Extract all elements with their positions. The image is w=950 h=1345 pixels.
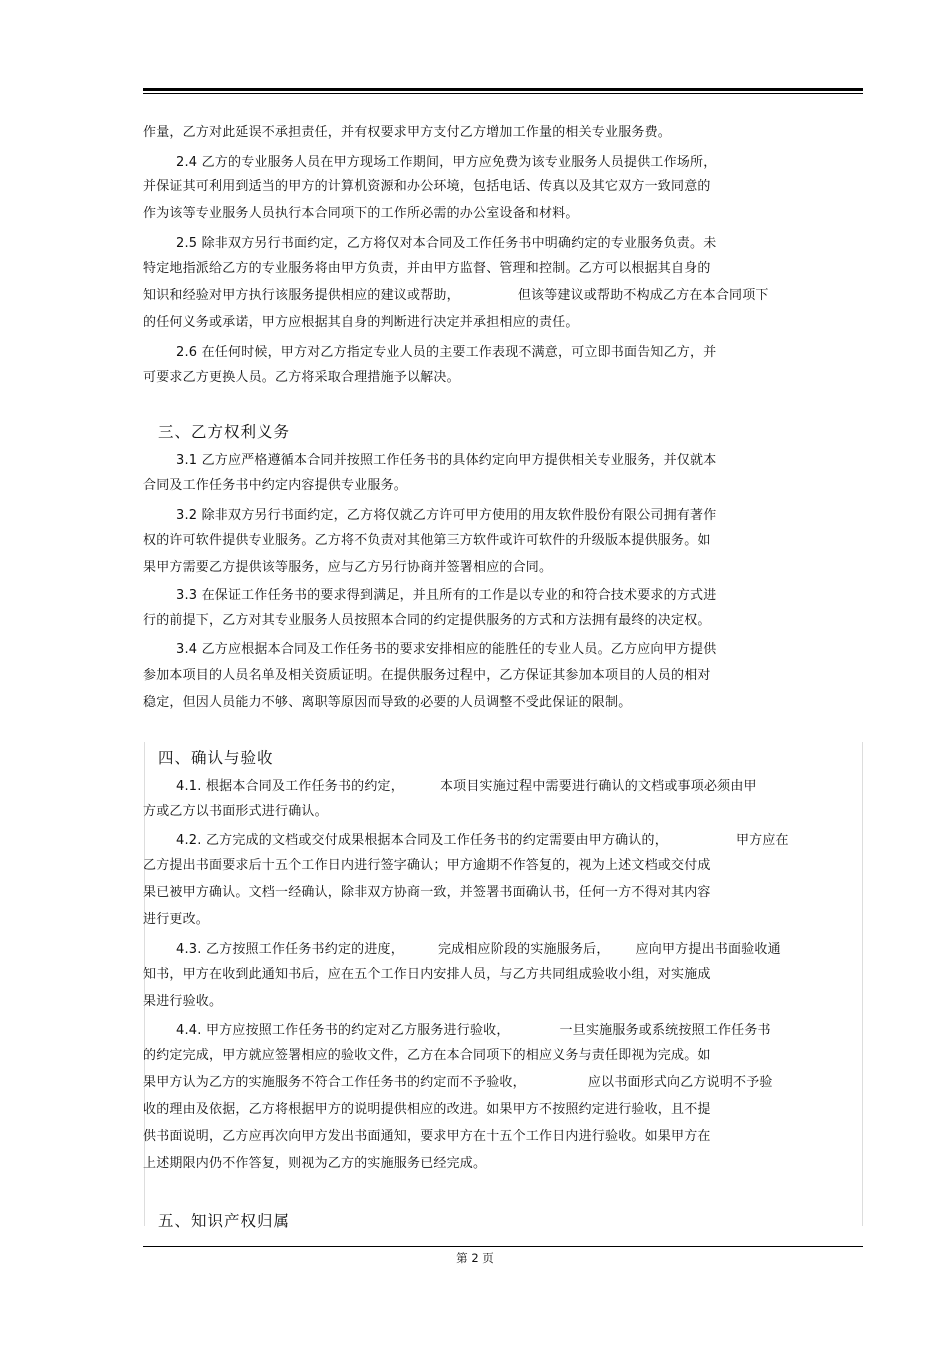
- paragraph-line: 收的理由及依据，乙方将根据甲方的说明提供相应的改进。如果甲方不按照约定进行验收，且不提: [143, 1102, 711, 1117]
- header-rule-thick: [143, 88, 863, 91]
- clause-3-4: 3.4 乙方应根据本合同及工作任务书的要求安排相应的能胜任的专业人员。乙方应向甲方提供: [176, 642, 717, 657]
- paragraph-line: 特定地指派给乙方的专业服务将由甲方负责，并由甲方监督、管理和控制。乙方可以根据其自身的: [143, 261, 711, 276]
- paragraph-line: 作为该等专业服务人员执行本合同项下的工作所必需的办公室设备和材料。: [143, 206, 579, 221]
- clause-3-2: 3.2 除非双方另行书面约定，乙方将仅就乙方许可甲方使用的用友软件股份有限公司拥有著作: [176, 508, 717, 523]
- clause-4-4: 4.4. 甲方应按照工作任务书的约定对乙方服务进行验收， 一旦实施服务或系统按照工作任务书: [176, 1023, 771, 1038]
- paragraph-line: 合同及工作任务书中约定内容提供专业服务。: [143, 478, 408, 493]
- clause-2-5: 2.5 除非双方另行书面约定，乙方将仅对本合同及工作任务书中明确约定的专业服务负责。未: [176, 236, 717, 251]
- paragraph-line: 方或乙方以书面形式进行确认。: [143, 804, 328, 819]
- section-heading-3: 三、乙方权利义务: [158, 423, 291, 441]
- clause-3-1: 3.1 乙方应严格遵循本合同并按照工作任务书的具体约定向甲方提供相关专业服务，并仅就本: [176, 453, 717, 468]
- paragraph-line: 果进行验收。: [143, 994, 223, 1009]
- paragraph-line: 并保证其可利用到适当的甲方的计算机资源和办公环境，包括电话、传真以及其它双方一致同意的: [143, 179, 711, 194]
- paragraph-line: 的任何义务或承诺，甲方应根据其自身的判断进行决定并承担相应的责任。: [143, 315, 579, 330]
- paragraph-line: 果甲方认为乙方的实施服务不符合工作任务书的约定而不予验收， 应以书面形式向乙方说明不予验: [143, 1075, 773, 1090]
- paragraph-line: 作量，乙方对此延误不承担责任，并有权要求甲方支付乙方增加工作量的相关专业服务费。: [143, 125, 672, 140]
- paragraph-line: 果已被甲方确认。文档一经确认，除非双方协商一致，并签署书面确认书，任何一方不得对其内容: [143, 885, 711, 900]
- paragraph-line: 知书，甲方在收到此通知书后，应在五个工作日内安排人员，与乙方共同组成验收小组，对实施成: [143, 967, 711, 982]
- paragraph-line: 上述期限内仍不作答复，则视为乙方的实施服务已经完成。: [143, 1156, 487, 1171]
- header-rule-thin: [143, 93, 863, 94]
- paragraph-line: 行的前提下，乙方对其专业服务人员按照本合同的约定提供服务的方式和方法拥有最终的决定权。: [143, 613, 711, 628]
- footer-rule: [143, 1246, 863, 1247]
- clause-4-2: 4.2. 乙方完成的文档或交付成果根据本合同及工作任务书的约定需要由甲方确认的， 甲方应在: [176, 833, 789, 848]
- clause-2-4: 2.4 乙方的专业服务人员在甲方现场工作期间，甲方应免费为该专业服务人员提供工作场所，: [176, 155, 717, 170]
- paragraph-line: 乙方提出书面要求后十五个工作日内进行签字确认；甲方逾期不作答复的，视为上述文档或交付成: [143, 858, 711, 873]
- paragraph-line: 进行更改。: [143, 912, 210, 927]
- section-heading-5: 五、知识产权归属: [158, 1212, 291, 1230]
- paragraph-line: 果甲方需要乙方提供该等服务，应与乙方另行协商并签署相应的合同。: [143, 560, 553, 575]
- section-frame-right: [862, 742, 863, 1226]
- paragraph-line: 知识和经验对甲方执行该服务提供相应的建议或帮助， 但该等建议或帮助不构成乙方在本合同项下: [143, 288, 769, 303]
- paragraph-line: 权的许可软件提供专业服务。乙方将不负责对其他第三方软件或许可软件的升级版本提供服务。如: [143, 533, 711, 548]
- clause-2-6: 2.6 在任何时候，甲方对乙方指定专业人员的主要工作表现不满意，可立即书面告知乙方，并: [176, 345, 717, 360]
- paragraph-line: 参加本项目的人员名单及相关资质证明。在提供服务过程中，乙方保证其参加本项目的人员的相对: [143, 668, 711, 683]
- paragraph-line: 可要求乙方更换人员。乙方将采取合理措施予以解决。: [143, 370, 460, 385]
- clause-4-1: 4.1. 根据本合同及工作任务书的约定， 本项目实施过程中需要进行确认的文档或事项必须由甲: [176, 779, 757, 794]
- clause-3-3: 3.3 在保证工作任务书的要求得到满足，并且所有的工作是以专业的和符合技术要求的方式进: [176, 588, 717, 603]
- paragraph-line: 供书面说明，乙方应再次向甲方发出书面通知，要求甲方在十五个工作日内进行验收。如果甲方在: [143, 1129, 711, 1144]
- paragraph-line: 的约定完成，甲方就应签署相应的验收文件，乙方在本合同项下的相应义务与责任即视为完成。如: [143, 1048, 711, 1063]
- clause-4-3: 4.3. 乙方按照工作任务书约定的进度， 完成相应阶段的实施服务后， 应向甲方提出书面验收通: [176, 942, 781, 957]
- section-heading-4: 四、确认与验收: [158, 749, 274, 767]
- paragraph-line: 稳定，但因人员能力不够、离职等原因而导致的必要的人员调整不受此保证的限制。: [143, 695, 632, 710]
- page-number: 第 2 页: [456, 1251, 494, 1265]
